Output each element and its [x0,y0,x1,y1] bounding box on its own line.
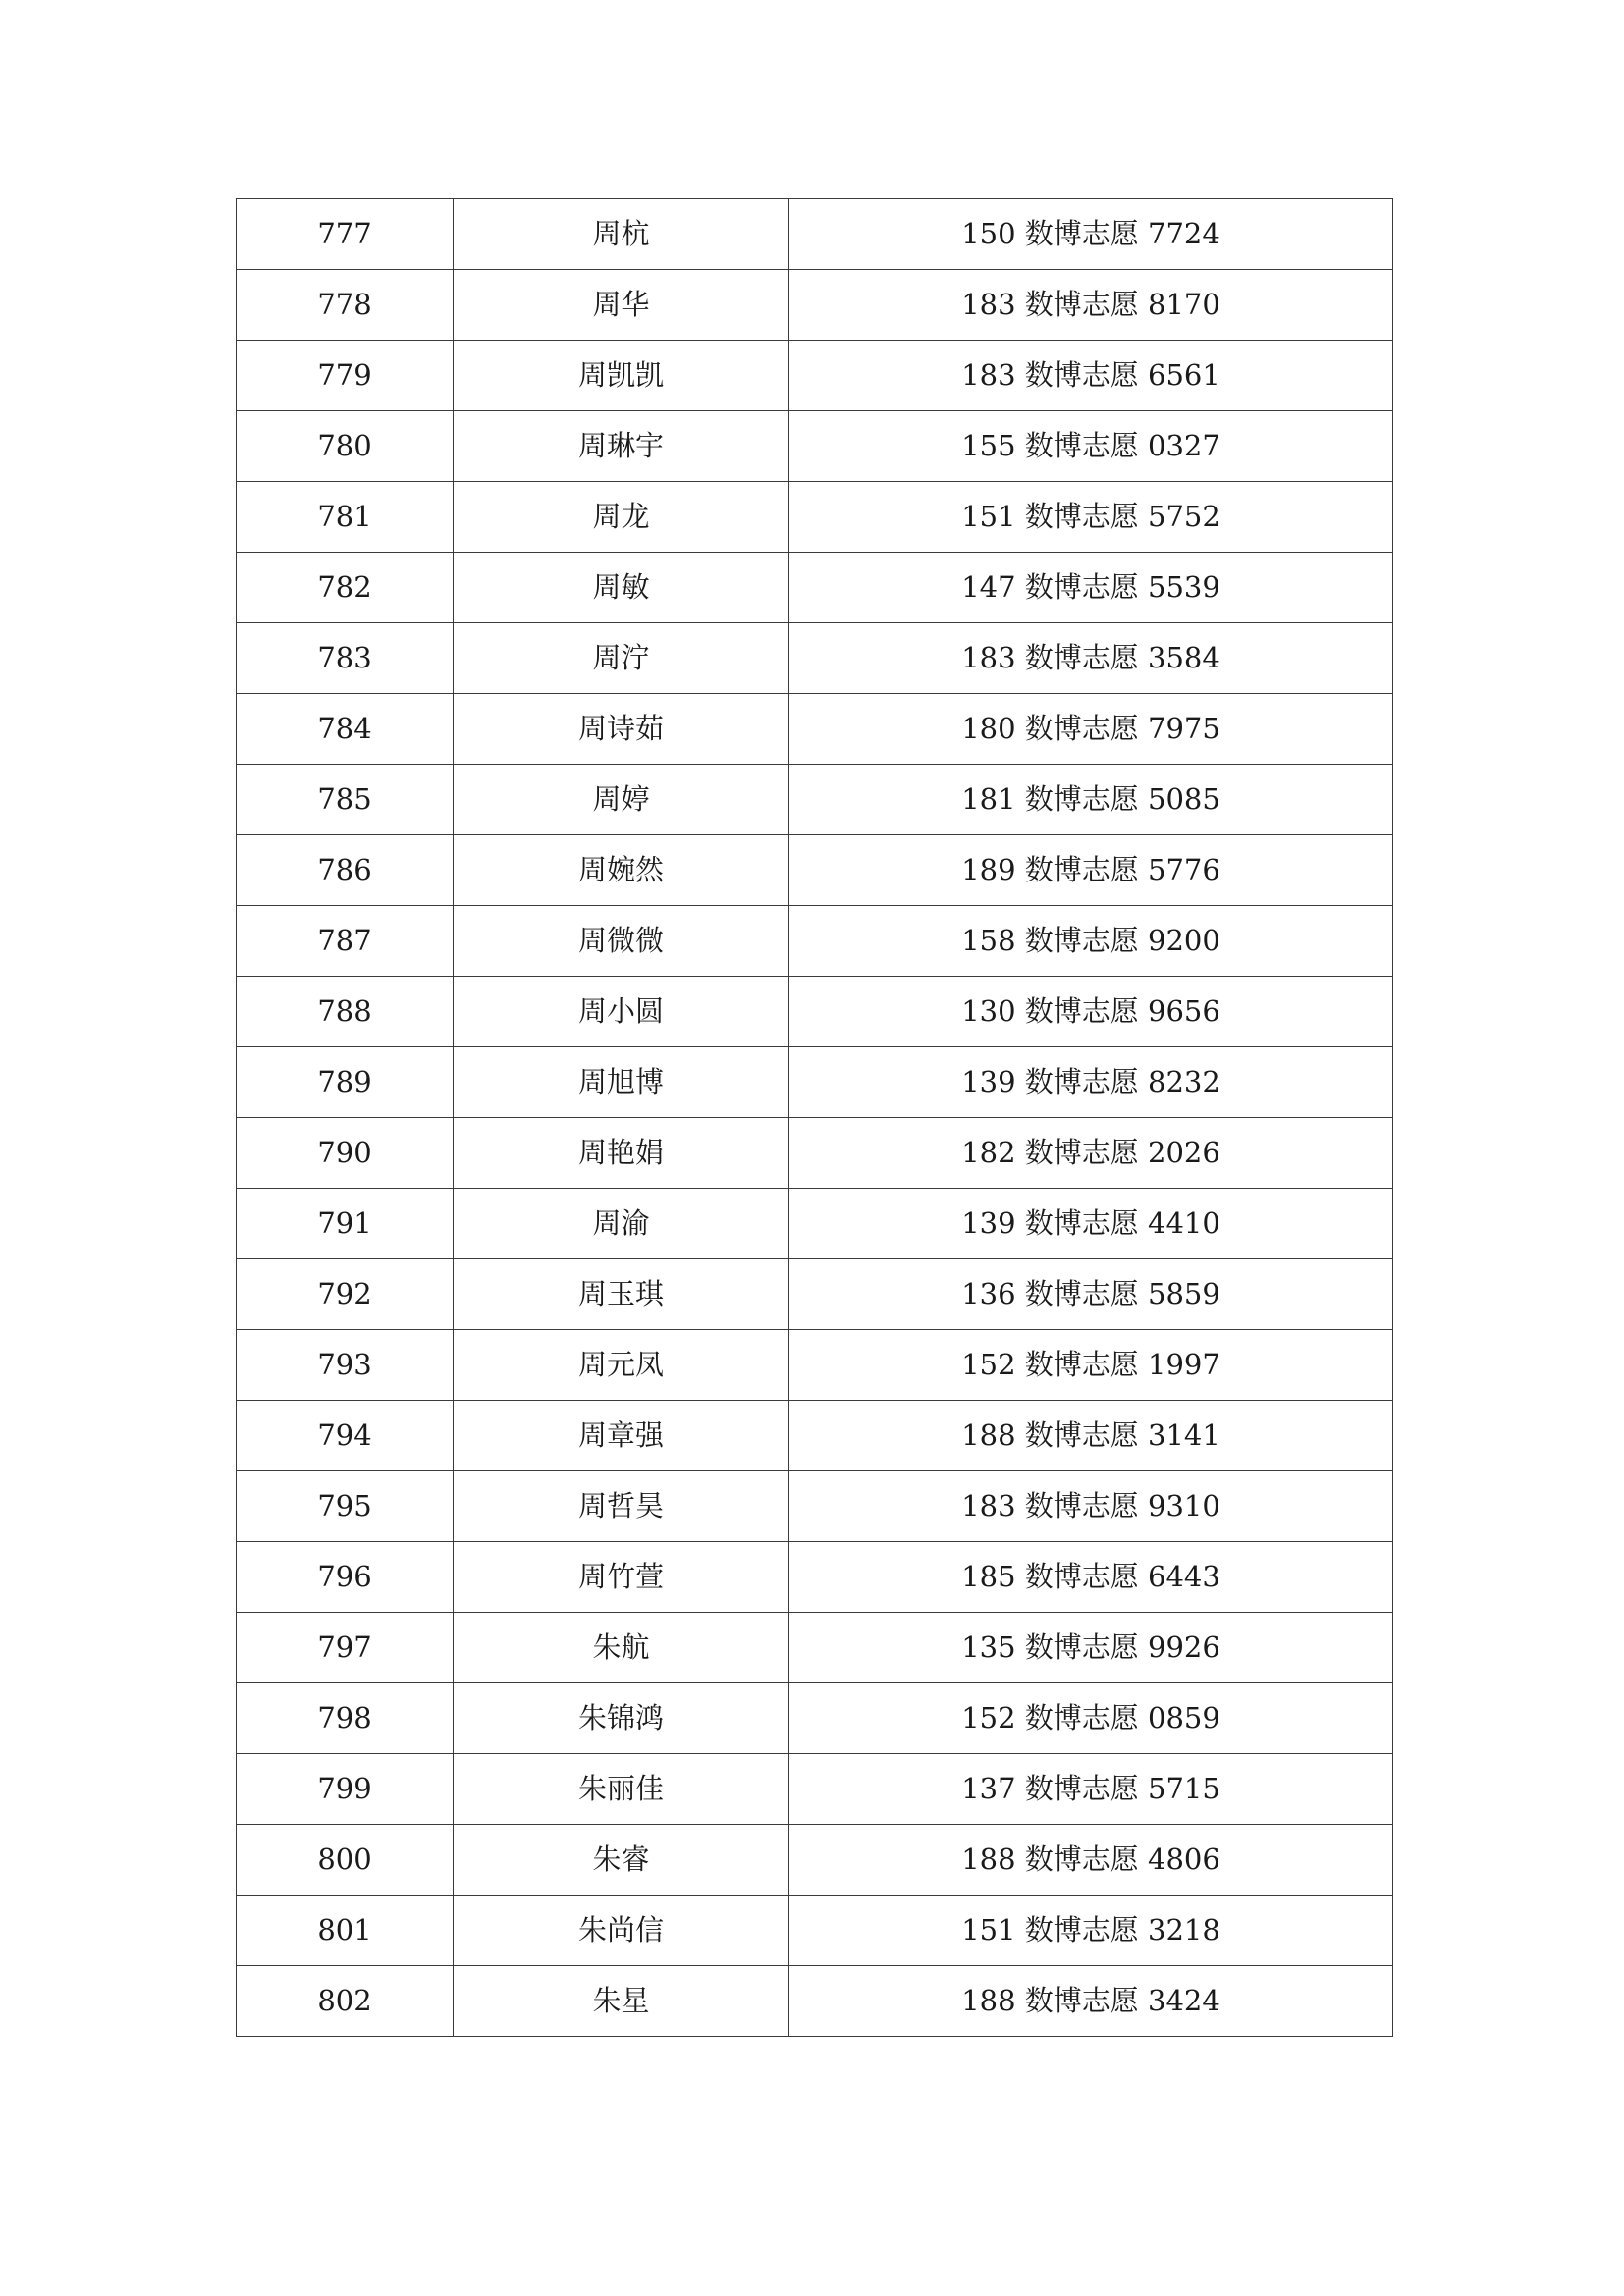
volunteer-name: 周华 [454,270,789,341]
table-row [237,1189,1393,1259]
volunteer-name: 周杭 [454,199,789,270]
table-row [237,1966,1393,2037]
volunteer-name: 周渝 [454,1189,789,1259]
row-number: 792 [237,1259,454,1330]
volunteer-id: 139 数博志愿 4410 [789,1189,1393,1259]
volunteer-id: 189 数博志愿 5776 [789,835,1393,906]
volunteer-name: 周敏 [454,553,789,623]
row-number: 794 [237,1401,454,1471]
volunteer-id: 152 数博志愿 0859 [789,1683,1393,1754]
volunteer-id: 183 数博志愿 6561 [789,341,1393,411]
row-number: 784 [237,694,454,765]
volunteer-id: 137 数博志愿 5715 [789,1754,1393,1825]
row-number: 799 [237,1754,454,1825]
volunteer-name: 周泞 [454,623,789,694]
volunteer-name: 朱锦鸿 [454,1683,789,1754]
row-number: 782 [237,553,454,623]
table-row [237,977,1393,1047]
volunteer-table-body [237,199,1393,2037]
volunteer-name: 周凯凯 [454,341,789,411]
volunteer-id: 152 数博志愿 1997 [789,1330,1393,1401]
volunteer-id: 155 数博志愿 0327 [789,411,1393,482]
volunteer-name: 朱尚信 [454,1896,789,1966]
volunteer-id: 188 数博志愿 3141 [789,1401,1393,1471]
volunteer-id: 139 数博志愿 8232 [789,1047,1393,1118]
volunteer-name: 周哲昊 [454,1471,789,1542]
volunteer-id: 135 数博志愿 9926 [789,1613,1393,1683]
table-row [237,270,1393,341]
volunteer-id: 183 数博志愿 8170 [789,270,1393,341]
volunteer-name: 周章强 [454,1401,789,1471]
row-number: 800 [237,1825,454,1896]
volunteer-name: 朱航 [454,1613,789,1683]
volunteer-id: 182 数博志愿 2026 [789,1118,1393,1189]
row-number: 802 [237,1966,454,2037]
row-number: 786 [237,835,454,906]
volunteer-id: 147 数博志愿 5539 [789,553,1393,623]
volunteer-name: 周小圆 [454,977,789,1047]
volunteer-name: 朱丽佳 [454,1754,789,1825]
row-number: 791 [237,1189,454,1259]
table-row [237,1047,1393,1118]
row-number: 788 [237,977,454,1047]
table-row [237,1754,1393,1825]
volunteer-id: 188 数博志愿 3424 [789,1966,1393,2037]
volunteer-name: 周婉然 [454,835,789,906]
volunteer-name: 周艳娟 [454,1118,789,1189]
row-number: 796 [237,1542,454,1613]
table-row [237,1542,1393,1613]
volunteer-id: 158 数博志愿 9200 [789,906,1393,977]
table-row [237,1825,1393,1896]
row-number: 780 [237,411,454,482]
volunteer-id: 136 数博志愿 5859 [789,1259,1393,1330]
volunteer-name: 周琳宇 [454,411,789,482]
table-row [237,694,1393,765]
volunteer-id: 151 数博志愿 3218 [789,1896,1393,1966]
table-row [237,1683,1393,1754]
volunteer-id: 180 数博志愿 7975 [789,694,1393,765]
row-number: 787 [237,906,454,977]
table-row [237,835,1393,906]
row-number: 798 [237,1683,454,1754]
volunteer-name: 周旭博 [454,1047,789,1118]
row-number: 783 [237,623,454,694]
row-number: 785 [237,765,454,835]
row-number: 801 [237,1896,454,1966]
volunteer-name: 周元凤 [454,1330,789,1401]
row-number: 795 [237,1471,454,1542]
table-row [237,553,1393,623]
row-number: 778 [237,270,454,341]
table-row [237,1896,1393,1966]
row-number: 781 [237,482,454,553]
table-row [237,1471,1393,1542]
volunteer-name: 朱睿 [454,1825,789,1896]
volunteer-id: 150 数博志愿 7724 [789,199,1393,270]
volunteer-name: 周诗茹 [454,694,789,765]
volunteer-table [236,198,1393,2037]
table-row [237,199,1393,270]
table-row [237,623,1393,694]
table-row [237,1330,1393,1401]
row-number: 779 [237,341,454,411]
table-row [237,341,1393,411]
volunteer-id: 188 数博志愿 4806 [789,1825,1393,1896]
volunteer-name: 周玉琪 [454,1259,789,1330]
volunteer-name: 周竹萱 [454,1542,789,1613]
volunteer-id: 181 数博志愿 5085 [789,765,1393,835]
volunteer-name: 朱星 [454,1966,789,2037]
volunteer-id: 183 数博志愿 9310 [789,1471,1393,1542]
table-row [237,411,1393,482]
volunteer-name: 周婷 [454,765,789,835]
volunteer-id: 183 数博志愿 3584 [789,623,1393,694]
table-row [237,1259,1393,1330]
volunteer-id: 185 数博志愿 6443 [789,1542,1393,1613]
volunteer-name: 周龙 [454,482,789,553]
row-number: 789 [237,1047,454,1118]
volunteer-id: 130 数博志愿 9656 [789,977,1393,1047]
table-row [237,765,1393,835]
table-row [237,1401,1393,1471]
table-row [237,906,1393,977]
row-number: 790 [237,1118,454,1189]
table-row [237,1118,1393,1189]
volunteer-id: 151 数博志愿 5752 [789,482,1393,553]
row-number: 777 [237,199,454,270]
table-row [237,482,1393,553]
table-row [237,1613,1393,1683]
volunteer-name: 周微微 [454,906,789,977]
row-number: 793 [237,1330,454,1401]
row-number: 797 [237,1613,454,1683]
